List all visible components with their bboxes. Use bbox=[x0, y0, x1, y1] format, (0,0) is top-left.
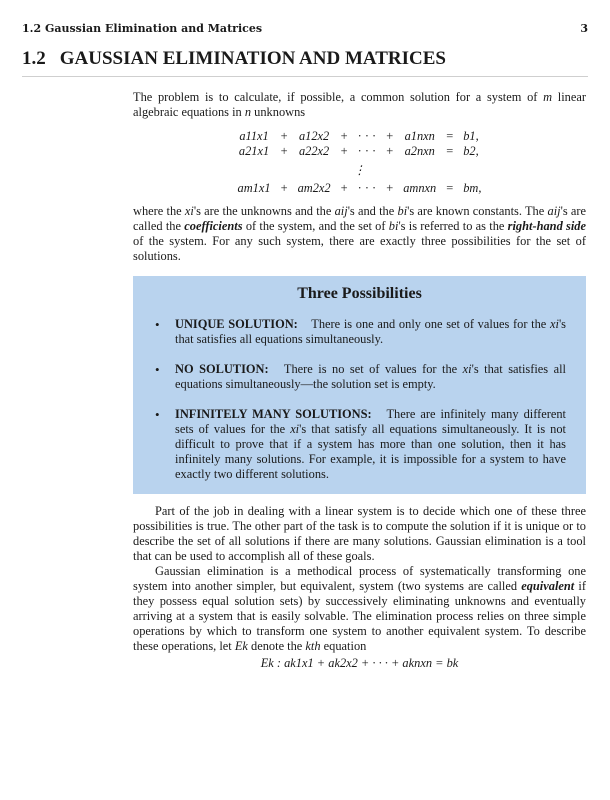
term: am1x1 bbox=[237, 181, 271, 195]
bullet-icon: • bbox=[155, 407, 160, 422]
var-ek: Ek bbox=[234, 639, 248, 653]
var-m: m bbox=[543, 90, 553, 104]
section-heading bbox=[22, 48, 588, 77]
rhs: b2, bbox=[463, 144, 479, 158]
var-xi: xi bbox=[290, 422, 300, 436]
section-number: 1.2 bbox=[22, 48, 46, 69]
rhs: bm, bbox=[463, 181, 482, 195]
text: of the system, and the set of bbox=[245, 219, 386, 233]
running-head-title: 1.2 Gaussian Elimination and Matrices bbox=[22, 22, 263, 35]
text: equation bbox=[323, 639, 367, 653]
paragraph-3 bbox=[133, 564, 586, 654]
var-aij: aij bbox=[547, 204, 561, 218]
callout-title: Three Possibilities bbox=[297, 285, 422, 302]
text: 's are called the bbox=[133, 204, 587, 233]
var-bi: bi bbox=[397, 204, 408, 218]
text: Gaussian elimination is a methodical process of systematically transforming one system into another simpler, but equivalent, system (two systems are called bbox=[133, 564, 586, 593]
term: a1nxn bbox=[404, 129, 435, 143]
text: There are infinitely many different sets of values for the bbox=[175, 407, 566, 436]
term: a21x1 bbox=[238, 144, 270, 158]
text: where the bbox=[133, 204, 182, 218]
bullet-icon: • bbox=[155, 317, 160, 332]
running-head bbox=[22, 22, 588, 35]
term: a11x1 bbox=[239, 129, 269, 143]
var-xi: xi bbox=[462, 362, 472, 376]
section-title: GAUSSIAN ELIMINATION AND MATRICES bbox=[59, 48, 446, 69]
text: 's and the bbox=[347, 204, 395, 218]
bullet-icon: • bbox=[155, 362, 160, 377]
plus-op: + bbox=[386, 129, 394, 143]
term: a2nxn bbox=[404, 144, 435, 158]
linear-system bbox=[133, 129, 586, 196]
equals-op: = bbox=[446, 144, 454, 158]
intro-text-1: The problem is to calculate, if possible, a common solution for a system of bbox=[133, 90, 538, 104]
text: if they possess equal solution sets) by successively eliminating unknowns and eventually arriving at a system that is easily solvable. The elimination process relies on three simple operations by which to transform one system to another equivalent system. To describe these operations, let bbox=[133, 579, 586, 653]
body-text bbox=[133, 90, 586, 671]
list-item bbox=[153, 317, 566, 347]
rhs: b1, bbox=[463, 129, 479, 143]
text: 's are known constants. The bbox=[407, 204, 545, 218]
term: amnxn bbox=[403, 181, 437, 195]
plus-op: + bbox=[280, 129, 288, 143]
var-aij: aij bbox=[334, 204, 348, 218]
three-possibilities-box bbox=[133, 276, 586, 494]
term: a22x2 bbox=[298, 144, 330, 158]
text: 's that satisfies all equations simultaneously—the solution set is empty. bbox=[175, 362, 567, 391]
equals-op: = bbox=[446, 129, 454, 143]
intro-text-3: unknowns bbox=[254, 105, 306, 119]
vertical-dots: ⋮ bbox=[353, 163, 366, 177]
equation-ek: Ek : ak1x1 + ak2x2 + · · · + aknxn = bk bbox=[260, 656, 459, 670]
text: 's that satisfy all equations simultaneously. It is not difficult to prove that if a system has more than one solution, then it has infinitely many solutions. For example, it is impossible for a system to have exactly two different solutions. bbox=[175, 422, 567, 481]
term-equivalent: equivalent bbox=[521, 579, 575, 593]
system-row-1 bbox=[233, 129, 487, 144]
system-row-2 bbox=[233, 144, 487, 159]
list-item bbox=[153, 407, 566, 482]
text: 's is referred to as the bbox=[398, 219, 505, 233]
plus-op: + bbox=[340, 144, 348, 158]
plus-op: + bbox=[280, 181, 288, 195]
dots: · · · bbox=[357, 129, 377, 143]
intro-paragraph bbox=[133, 90, 586, 120]
list-item bbox=[153, 362, 566, 392]
var-kth: kth bbox=[305, 639, 321, 653]
text: There is no set of values for the bbox=[283, 362, 458, 376]
plus-op: + bbox=[386, 144, 394, 158]
text: denote the bbox=[251, 639, 303, 653]
dots: · · · bbox=[357, 144, 377, 158]
paragraph-2: Part of the job in dealing with a linear system is to decide which one of these three possibilities is true. The other part of the task is to compute the solution if it is unique or to describe the set of all solutions if there are many solutions. Gaussian elimination is a tool that can be used to accomplish all of these goals. bbox=[133, 504, 586, 563]
possibility-term: NO SOLUTION: bbox=[175, 362, 269, 376]
page-number: 3 bbox=[580, 22, 588, 35]
text: 's are the unknowns and the bbox=[193, 204, 332, 218]
dots: · · · bbox=[357, 181, 377, 195]
term: am2x2 bbox=[297, 181, 331, 195]
text: of the system. For any such system, there are exactly three possibilities for the set of solutions. bbox=[133, 234, 586, 263]
possibility-term: UNIQUE SOLUTION: bbox=[175, 317, 298, 331]
plus-op: + bbox=[280, 144, 288, 158]
equals-op: = bbox=[446, 181, 454, 195]
system-vdots-row bbox=[233, 159, 487, 181]
text: 's that satisfies all equations simultaneously. bbox=[175, 317, 566, 346]
system-row-m bbox=[233, 181, 487, 196]
plus-op: + bbox=[340, 181, 348, 195]
var-xi: xi bbox=[184, 204, 194, 218]
possibilities-list bbox=[153, 317, 566, 482]
var-bi: bi bbox=[388, 219, 399, 233]
text: There is one and only one set of values for the bbox=[311, 317, 547, 331]
possibility-term: INFINITELY MANY SOLUTIONS: bbox=[175, 407, 372, 421]
plus-op: + bbox=[340, 129, 348, 143]
var-xi: xi bbox=[549, 317, 559, 331]
intro-text-2: linear algebraic equations in bbox=[133, 90, 586, 119]
where-paragraph bbox=[133, 204, 586, 264]
plus-op: + bbox=[386, 181, 394, 195]
var-n: n bbox=[244, 105, 252, 119]
term-coefficients: coefficients bbox=[184, 219, 243, 233]
term: a12x2 bbox=[298, 129, 330, 143]
term-right-hand-side: right-hand side bbox=[507, 219, 586, 233]
